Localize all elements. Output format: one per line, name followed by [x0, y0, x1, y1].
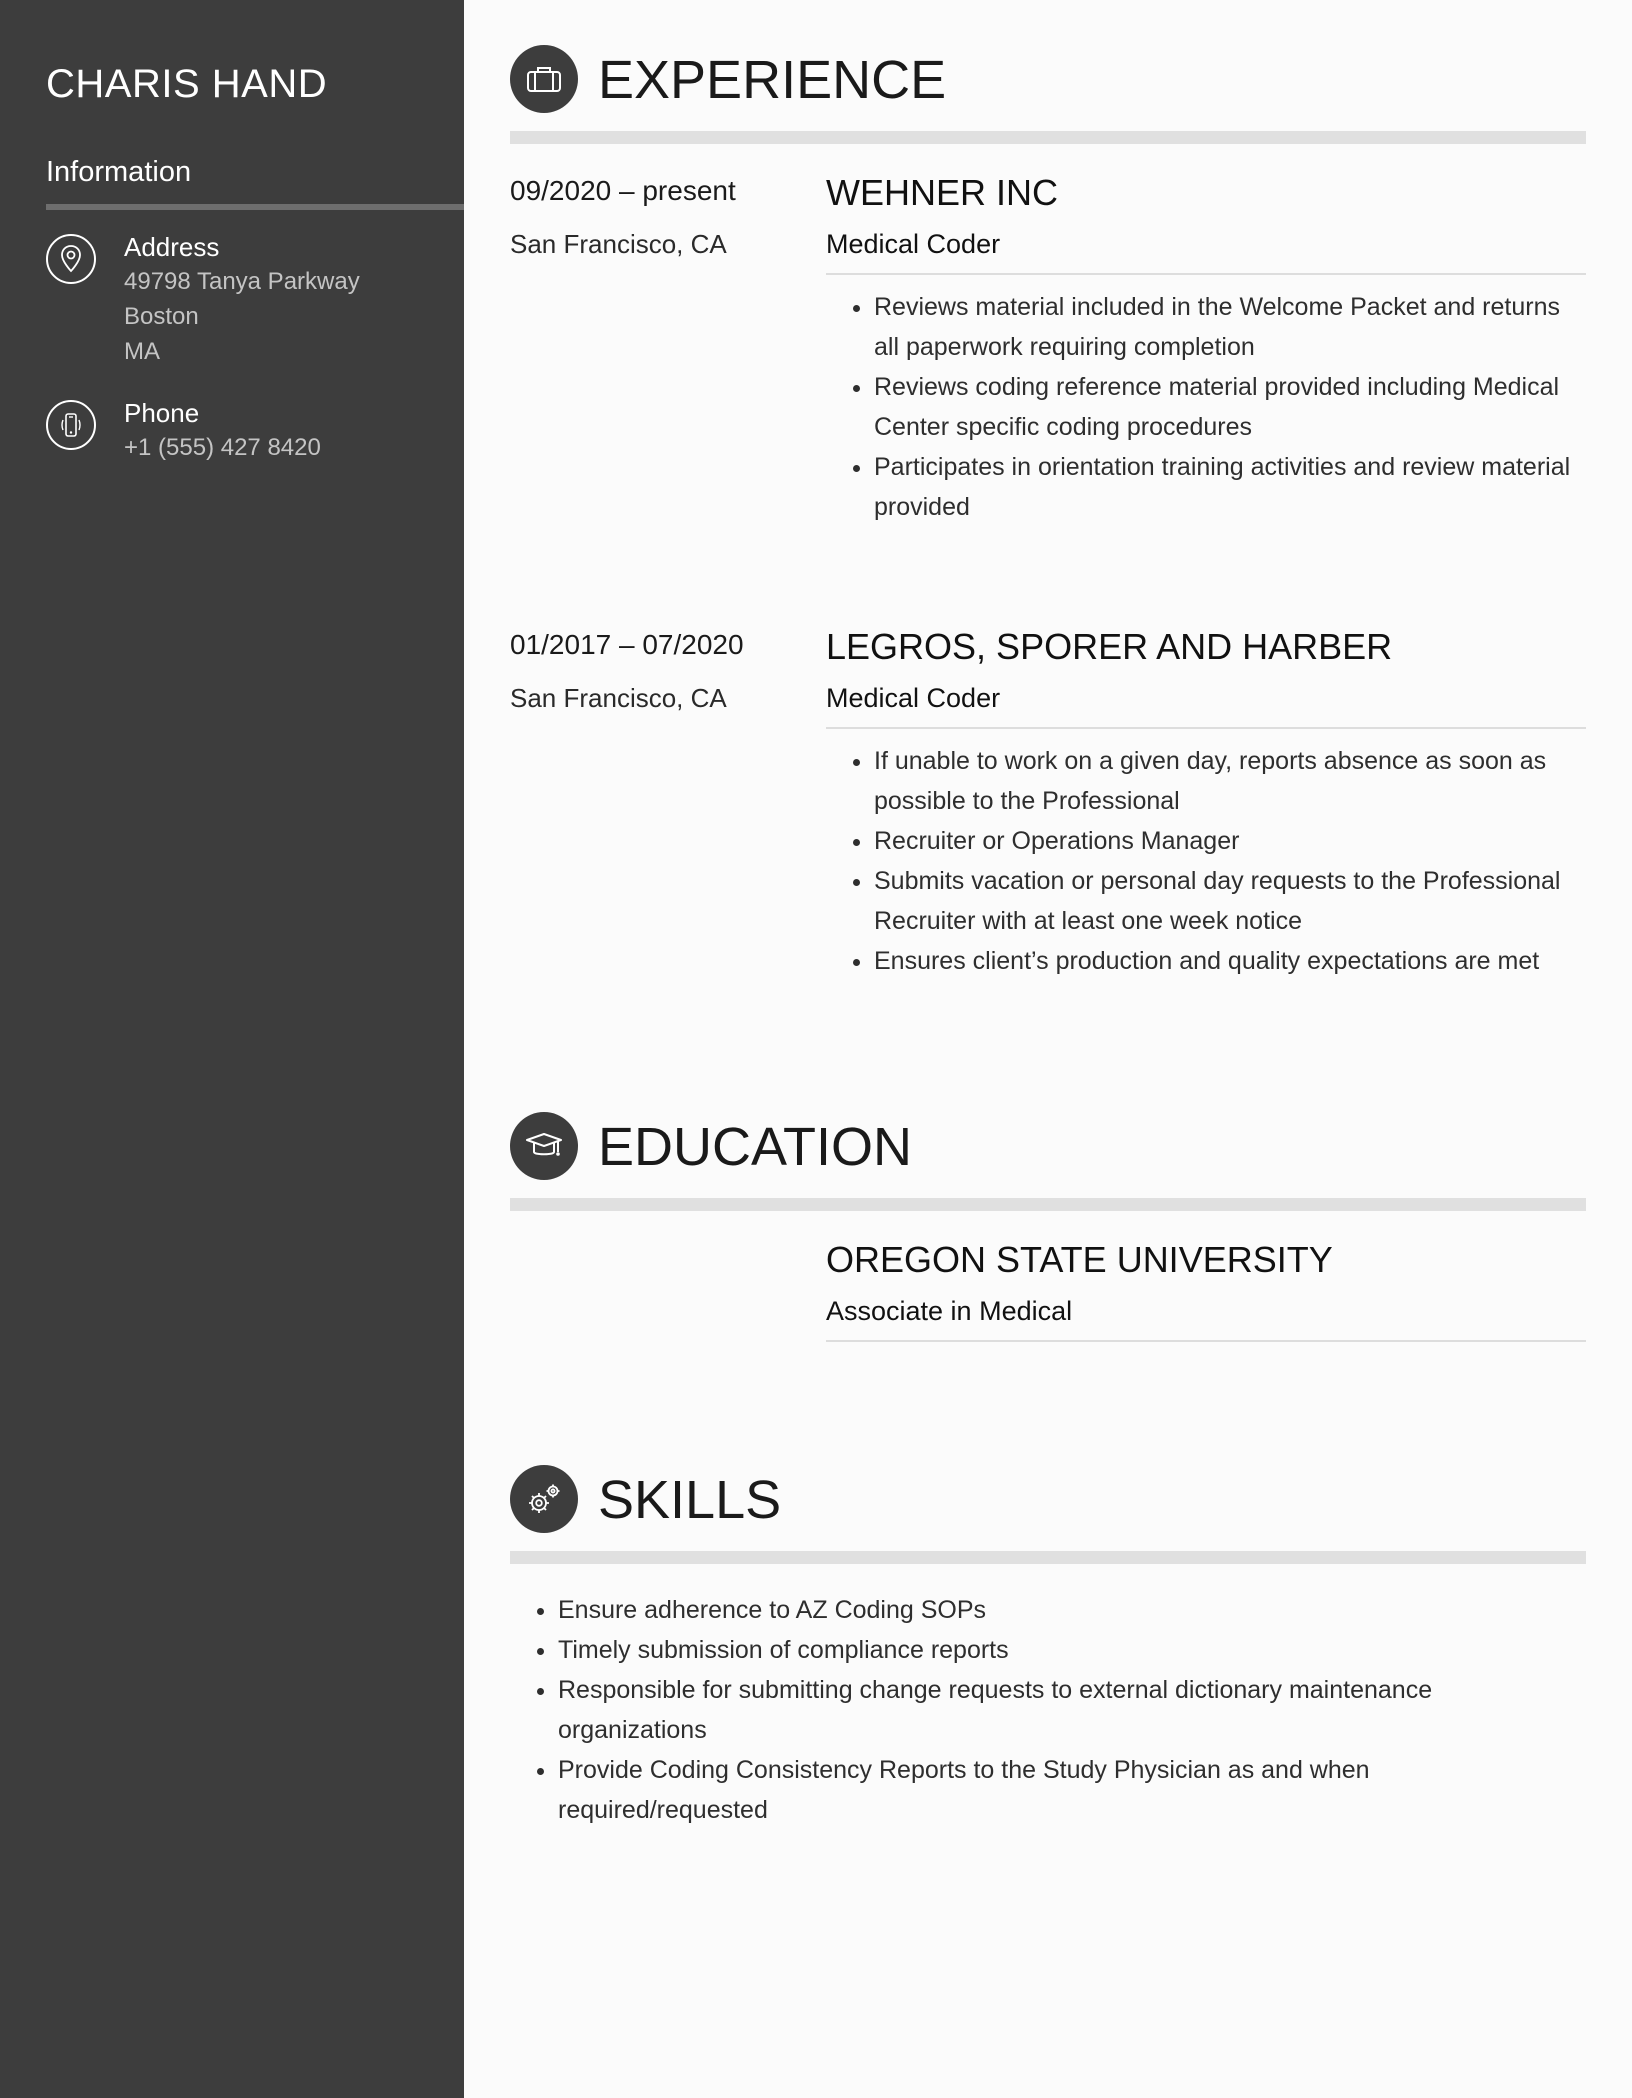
experience-divider [510, 131, 1586, 144]
address-line: MA [124, 338, 160, 365]
phone-details [124, 396, 454, 465]
phone-label: Phone [124, 398, 200, 428]
job-location: San Francisco, CA [510, 683, 727, 713]
phone-icon [46, 400, 96, 450]
job-bullet: • Reviews coding reference material provided including Medical Center specific coding procedures [874, 367, 1586, 447]
job-title: Medical Coder [826, 683, 1001, 713]
job-divider [826, 273, 1586, 275]
address-line: Boston [124, 303, 199, 330]
information-heading: Information [46, 156, 192, 188]
job-bullets [826, 287, 1586, 527]
person-name: CHARIS HAND [46, 62, 328, 106]
phone-number: +1 (555) 427 8420 [124, 434, 321, 461]
education-divider [510, 1198, 1586, 1211]
education-details [826, 1240, 1586, 1342]
job-dates: 09/2020 – present [510, 175, 736, 206]
skills-title: SKILLS [598, 1470, 782, 1530]
map-pin-icon [46, 234, 96, 284]
job-bullet: • Recruiter or Operations Manager [874, 821, 1586, 861]
skill-item: • Timely submission of compliance reports [558, 1630, 1558, 1670]
education-title: EDUCATION [598, 1117, 913, 1177]
job-details [826, 173, 1586, 527]
skill-item: • Ensure adherence to AZ Coding SOPs [558, 1590, 1558, 1630]
education-school: OREGON STATE UNIVERSITY [826, 1239, 1333, 1280]
job-bullet: • Participates in orientation training activities and review material provided [874, 447, 1586, 527]
address-details [124, 230, 454, 369]
information-divider [46, 204, 464, 210]
job-title: Medical Coder [826, 229, 1001, 259]
skills-list [510, 1590, 1558, 1830]
skills-divider [510, 1551, 1586, 1564]
experience-title: EXPERIENCE [598, 50, 947, 110]
job-bullet: • Submits vacation or personal day requests to the Professional Recruiter with at least one week notice [874, 861, 1586, 941]
job-details [826, 627, 1586, 981]
briefcase-icon [510, 45, 578, 113]
job-location: San Francisco, CA [510, 229, 727, 259]
address-label: Address [124, 232, 220, 262]
education-degree: Associate in Medical [826, 1296, 1073, 1326]
job-bullets [826, 741, 1586, 981]
sidebar [0, 0, 464, 2098]
education-divider-line [826, 1340, 1586, 1342]
address-line: 49798 Tanya Parkway [124, 268, 360, 295]
skill-item: • Provide Coding Consistency Reports to the Study Physician as and when required/requested [558, 1750, 1558, 1830]
job-bullet: • Reviews material included in the Welcome Packet and returns all paperwork requiring completion [874, 287, 1586, 367]
job-company: LEGROS, SPORER AND HARBER [826, 626, 1393, 667]
job-dates: 01/2017 – 07/2020 [510, 629, 744, 660]
gears-icon [510, 1465, 578, 1533]
job-divider [826, 727, 1586, 729]
job-bullet: • If unable to work on a given day, reports absence as soon as possible to the Professional [874, 741, 1586, 821]
resume-main [510, 0, 1586, 2098]
education-header [510, 1112, 1586, 1212]
skill-item: • Responsible for submitting change requests to external dictionary maintenance organizations [558, 1670, 1558, 1750]
graduation-cap-icon [510, 1112, 578, 1180]
experience-header [510, 45, 1586, 145]
job-company: WEHNER INC [826, 172, 1058, 213]
job-bullet: • Ensures client’s production and quality expectations are met [874, 941, 1586, 981]
skills-header [510, 1465, 1586, 1565]
